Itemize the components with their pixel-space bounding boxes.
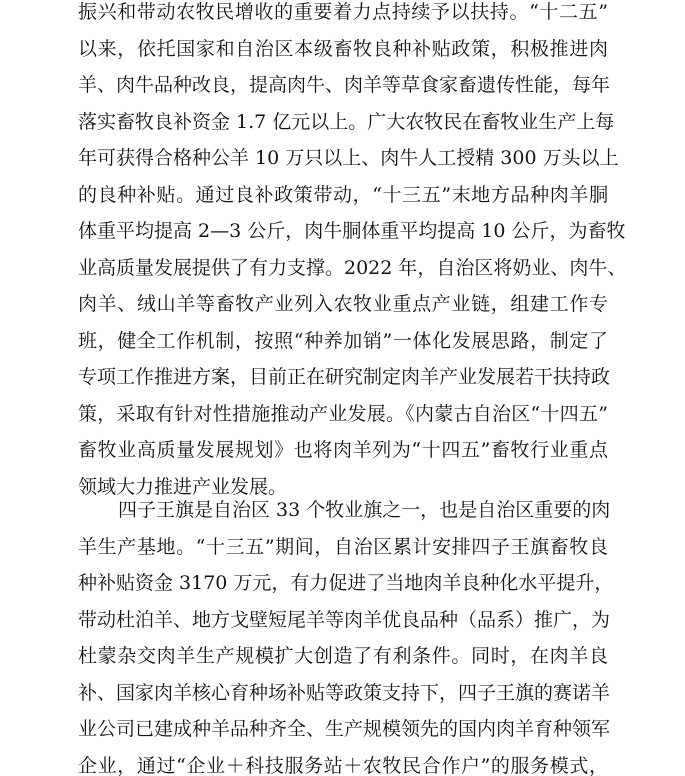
paragraph-line: 羊、肉牛品种改良，提高肉牛、肉羊等草食家畜遗传性能，每年	[78, 74, 611, 96]
paragraph-line: 业公司已建成种羊品种齐全、生产规模领先的国内肉羊育种领军	[78, 718, 611, 740]
paragraph-line: 补、国家肉羊核心育种场补贴等政策支持下，四子王旗的赛诺羊	[78, 681, 611, 704]
paragraph-line: 企业，通过“企业＋科技服务站＋农牧民合作户”的服务模式，	[78, 754, 608, 776]
paragraph-line: 专项工作推进方案，目前正在研究制定肉羊产业发展若干扶持政	[78, 366, 611, 388]
paragraph-line: 班，健全工作机制，按照“种养加销”一体化发展思路，制定了	[78, 329, 608, 352]
paragraph-1	[78, 0, 627, 505]
paragraph-line: 肉羊、绒山羊等畜牧产业列入农牧业重点产业链，组建工作专	[78, 293, 608, 315]
paragraph-line: 策，采取有针对性措施推动产业发展。《内蒙古自治区“十四五”	[78, 402, 608, 425]
paragraph-line: 以来，依托国家和自治区本级畜牧良种补贴政策，积极推进肉	[78, 37, 608, 60]
paragraph-line: 的良种补贴。通过良补政策带动，“十三五”末地方品种肉羊胴	[78, 183, 608, 206]
paragraph-line: 带动杜泊羊、地方戈壁短尾羊等肉羊优良品种（品系）推广，为	[78, 608, 611, 631]
paragraph-line: 羊生产基地。“十三五”期间，自治区累计安排四子王旗畜牧良	[78, 535, 608, 558]
paragraph-2	[78, 492, 614, 776]
paragraph-line: 四子王旗是自治区 33 个牧业旗之一，也是自治区重要的肉	[118, 499, 611, 521]
paragraph-line: 年可获得合格种公羊 10 万只以上、肉牛人工授精 300 万头以上	[78, 147, 619, 169]
paragraph-line: 领域大力推进产业发展。	[78, 475, 288, 498]
paragraph-line: 落实畜牧良补资金 1.7 亿元以上。广大农牧民在畜牧业生产上每	[78, 110, 615, 133]
paragraph-line: 种补贴资金 3170 万元，有力促进了当地肉羊良种化水平提升，	[78, 572, 614, 594]
paragraph-line: 体重平均提高 2—3 公斤，肉牛胴体重平均提高 10 公斤，为畜牧	[78, 220, 626, 242]
paragraph-line: 畜牧业高质量发展规划》也将肉羊列为“十四五”畜牧行业重点	[78, 439, 608, 461]
paragraph-line: 振兴和带动农牧民增收的重要着力点持续予以扶持。“十二五”	[78, 1, 608, 23]
paragraph-line: 业高质量发展提供了有力支撑。2022 年，自治区将奶业、肉牛、	[78, 256, 627, 279]
paragraph-line: 杜蒙杂交肉羊生产规模扩大创造了有利条件。同时，在肉羊良	[78, 645, 608, 667]
